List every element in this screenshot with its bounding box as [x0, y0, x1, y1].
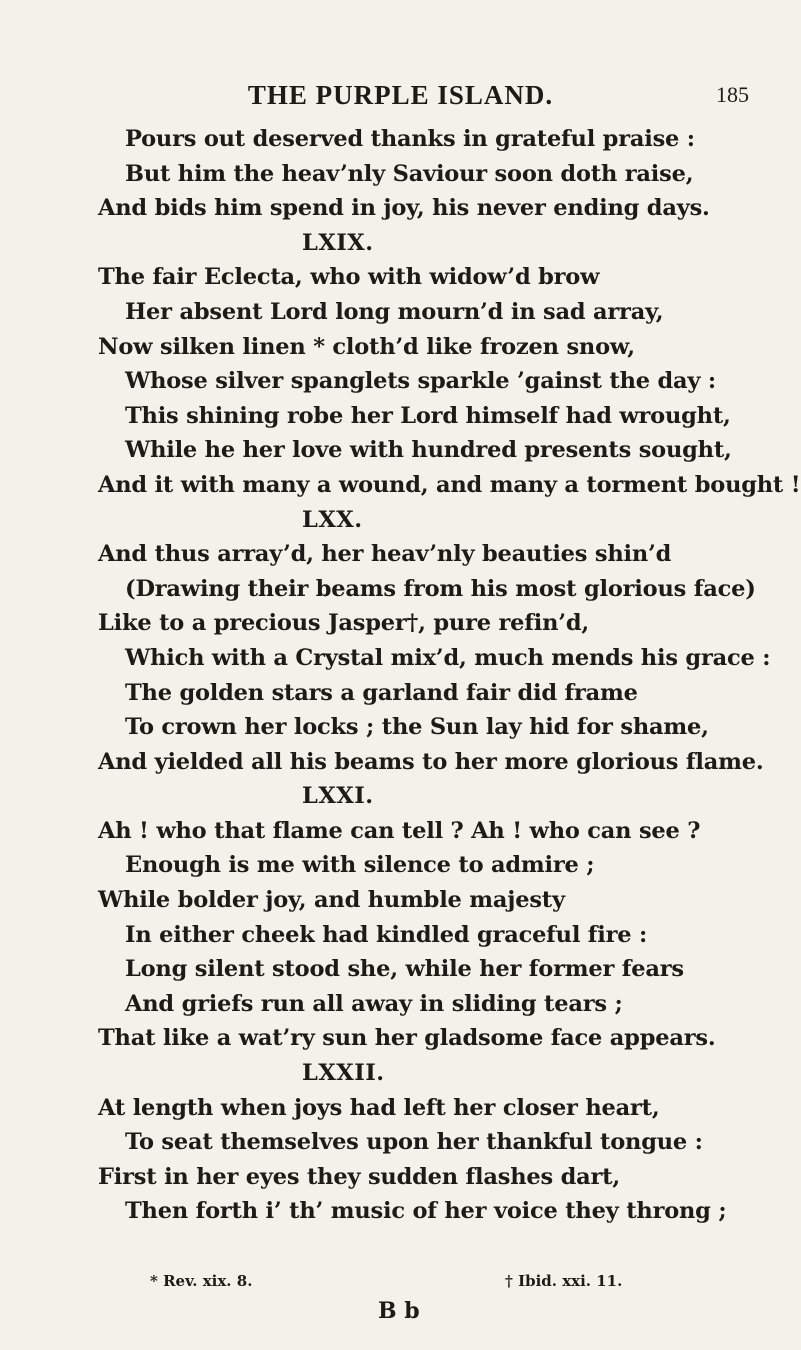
footnote-ibid: † Ibid. xxi. 11. — [505, 1272, 623, 1290]
verse-line: The golden stars a garland fair did frame — [125, 679, 638, 706]
verse-line: Her absent Lord long mourn’d in sad array, — [125, 298, 664, 325]
verse-line: In either cheek had kindled graceful fire : — [125, 921, 648, 948]
page-title: THE PURPLE ISLAND. — [247, 80, 554, 110]
verse-line: Whose silver spanglets sparkle ’gainst the day : — [125, 368, 717, 395]
verse-line: And thus array’d, her heav’nly beauties shin’d — [98, 541, 672, 568]
stanza-heading: LXX. — [302, 506, 363, 533]
verse-line: First in her eyes they sudden flashes dart, — [98, 1163, 620, 1190]
verse-line: Long silent stood she, while her former fears — [125, 956, 684, 983]
footnote-rev: * Rev. xix. 8. — [150, 1272, 253, 1290]
verse-line: Ah ! who that flame can tell ? Ah ! who can see ? — [98, 817, 701, 844]
verse-line: While he her love with hundred presents sought, — [125, 437, 732, 464]
verse-line: This shining robe her Lord himself had wrought, — [125, 402, 731, 429]
stanza-heading: LXIX. — [302, 229, 374, 256]
verse-line: At length when joys had left her closer heart, — [98, 1094, 660, 1121]
verse-line: Now silken linen * cloth’d like frozen snow, — [98, 333, 635, 360]
verse-line: Which with a Crystal mix’d, much mends his grace : — [125, 644, 771, 671]
verse-line: And it with many a wound, and many a torment bought ! — [98, 471, 801, 498]
page-number: 185 — [716, 82, 749, 107]
stanza-heading: LXXII. — [302, 1060, 385, 1087]
verse-line: Enough is me with silence to admire ; — [125, 852, 595, 879]
verse-block — [0, 122, 801, 1229]
verse-line: While bolder joy, and humble majesty — [98, 887, 565, 914]
verse-line: But him the heav’nly Saviour soon doth raise, — [125, 160, 694, 187]
verse-line: To crown her locks ; the Sun lay hid for shame, — [125, 714, 709, 741]
verse-line: To seat themselves upon her thankful tongue : — [125, 1129, 703, 1156]
running-head — [0, 80, 801, 114]
verse-line: The fair Eclecta, who with widow’d brow — [98, 264, 600, 291]
verse-line: And griefs run all away in sliding tears ; — [125, 990, 623, 1017]
verse-line: (Drawing their beams from his most glorious face) — [125, 575, 756, 602]
verse-line: And yielded all his beams to her more glorious flame. — [98, 748, 764, 775]
stanza-heading: LXXI. — [302, 783, 374, 810]
verse-line: Pours out deserved thanks in grateful praise : — [125, 126, 695, 152]
verse-line: Then forth i’ th’ music of her voice they throng ; — [125, 1198, 727, 1225]
footnotes — [0, 1272, 801, 1296]
verse-line: That like a wat’ry sun her gladsome face appears. — [98, 1025, 716, 1052]
verse-line: Like to a precious Jasper†, pure refin’d, — [98, 610, 590, 637]
signature-mark: B b — [378, 1298, 420, 1324]
verse-line: And bids him spend in joy, his never ending days. — [98, 195, 710, 222]
